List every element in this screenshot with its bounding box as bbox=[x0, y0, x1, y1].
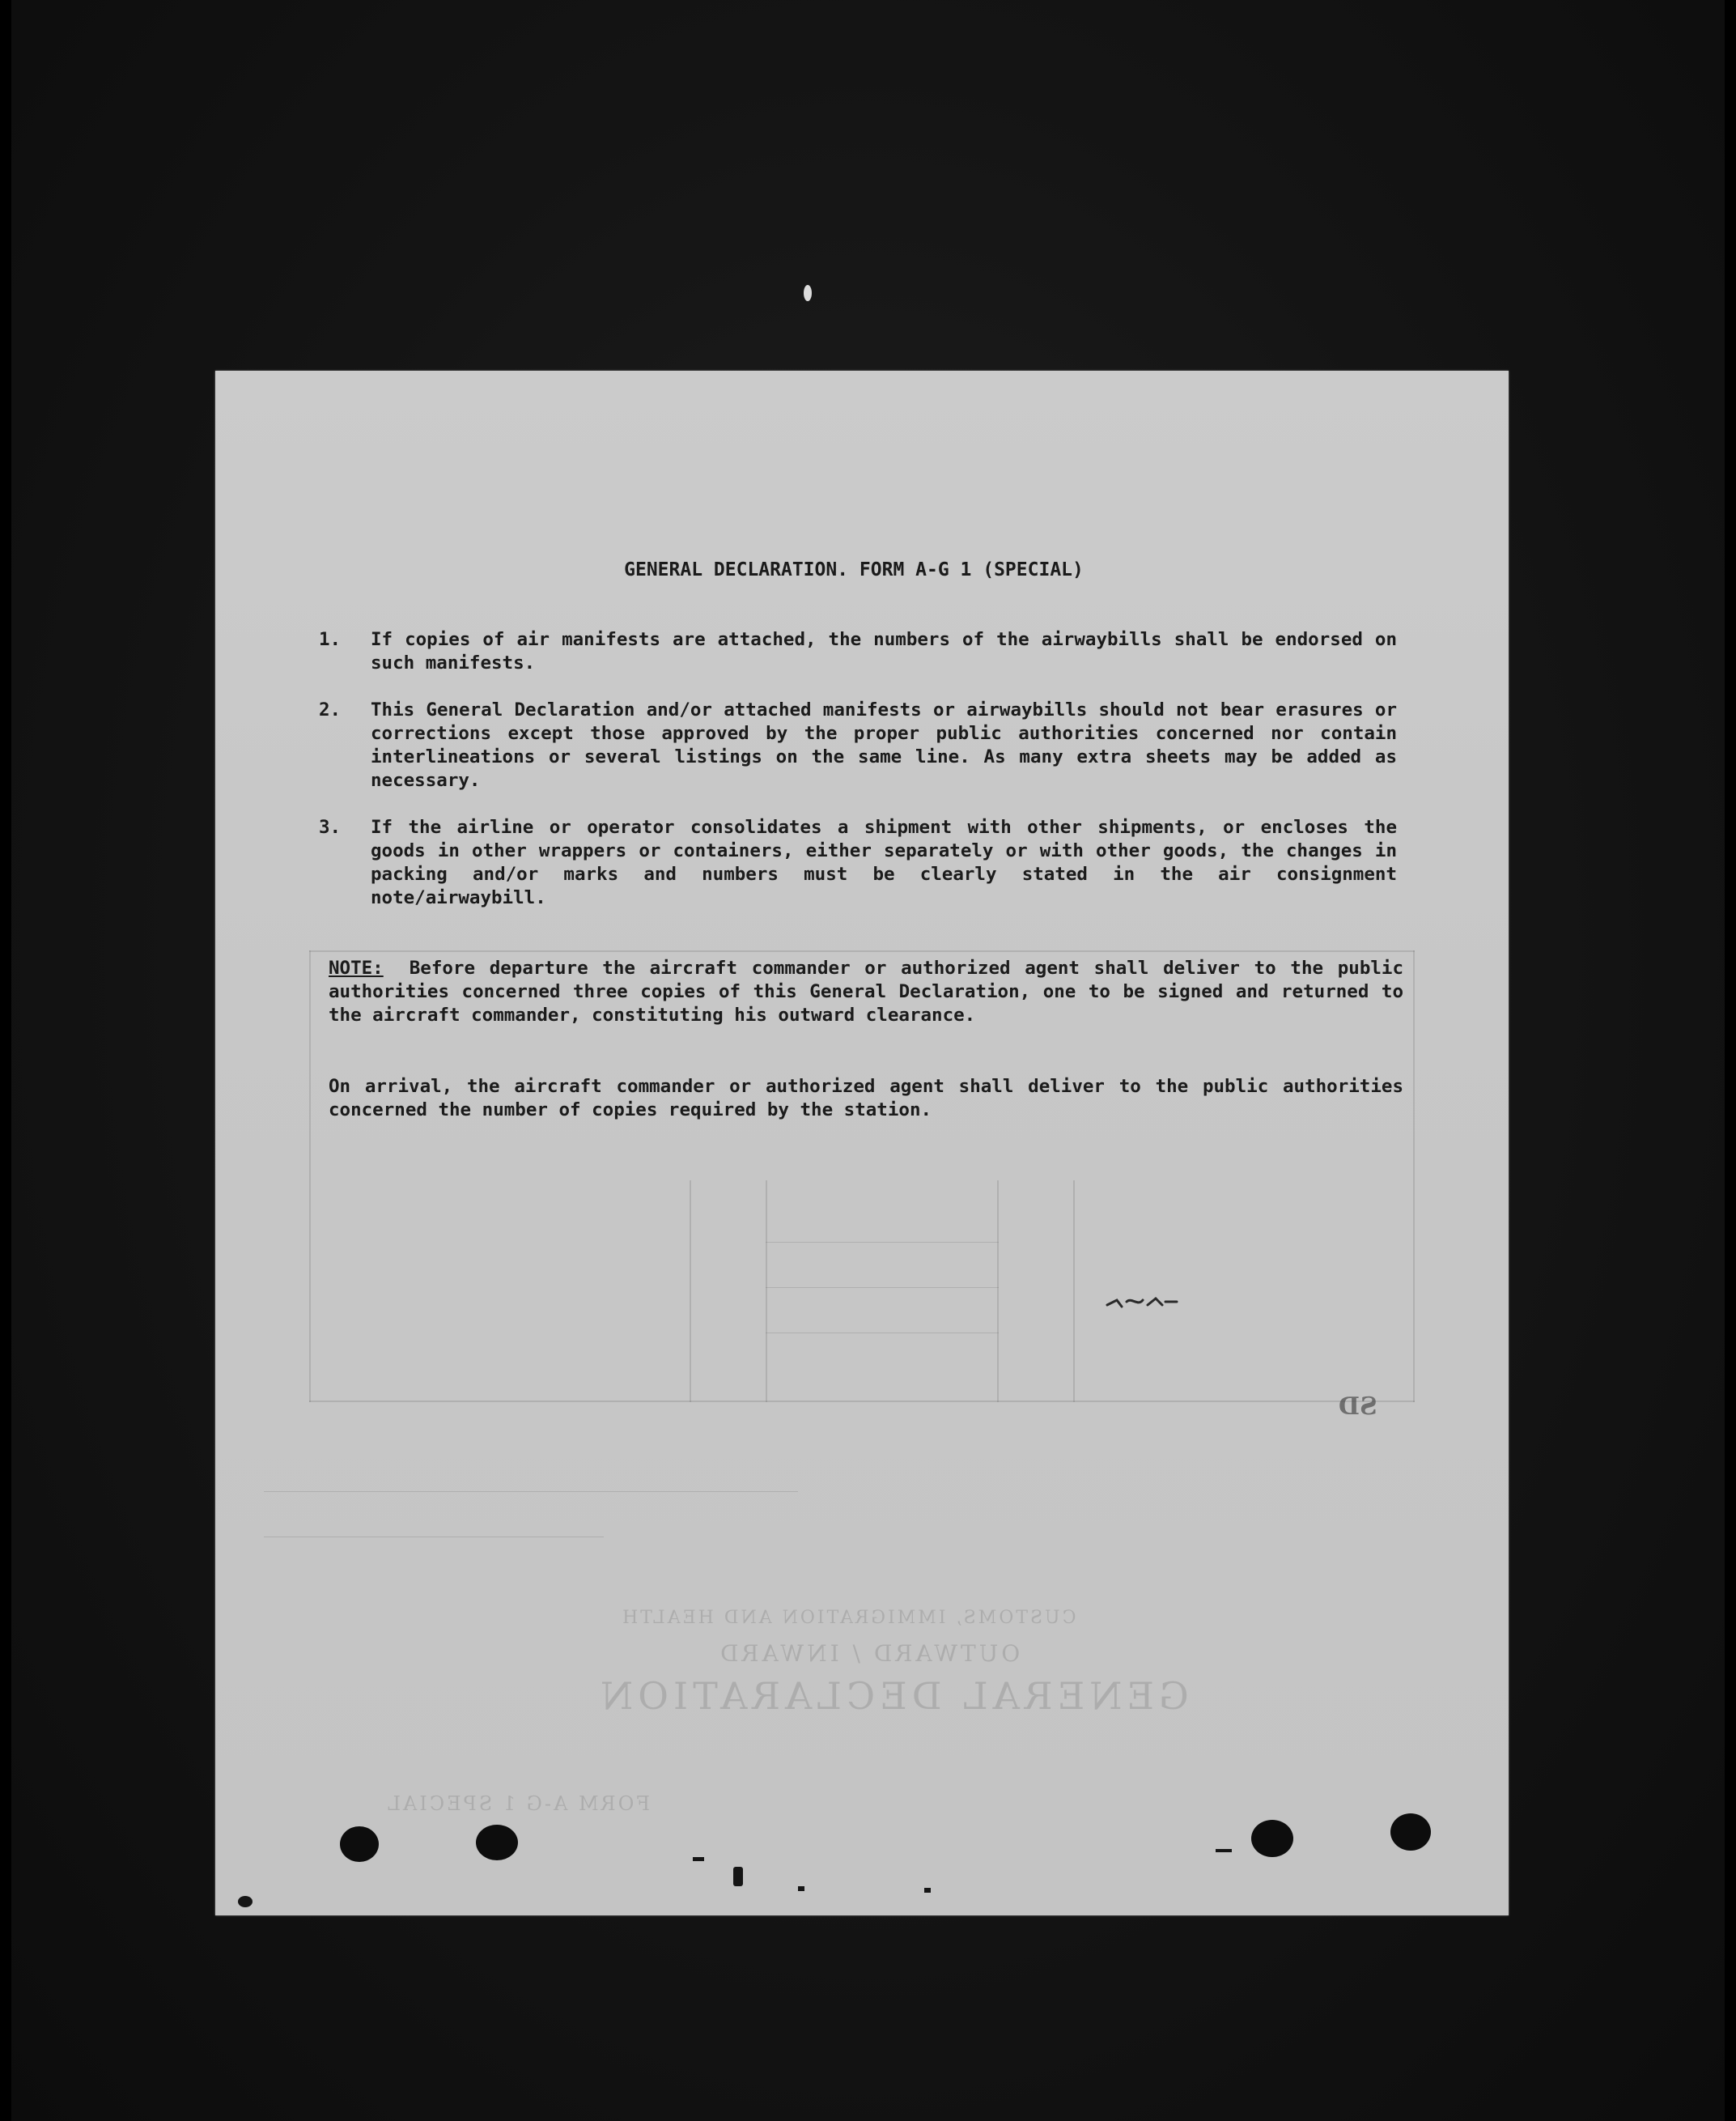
punch-hole bbox=[476, 1825, 518, 1860]
ink-smudge bbox=[924, 1888, 931, 1893]
item-text: If copies of air manifests are attached, the numbers of the airwaybills shall be endorsed on such manifests. bbox=[371, 629, 1397, 674]
scan-edge-left bbox=[0, 0, 11, 2121]
item-number: 3. bbox=[319, 817, 342, 838]
paper-corner-tear bbox=[238, 1896, 253, 1907]
item-number: 1. bbox=[319, 629, 342, 650]
arrival-paragraph: On arrival, the aircraft commander or authorized agent shall deliver to the public authorities concerned the number of copies required by the station. bbox=[329, 1076, 1403, 1120]
note-text: Before departure the aircraft commander or authorized agent shall deliver to the public authorities concerned three copies of this General Declaration, one to be signed and returned to the aircraft commander, constituting his outward clearance. bbox=[329, 958, 1403, 1026]
handwritten-mark bbox=[1106, 1294, 1178, 1311]
document-page bbox=[215, 371, 1509, 1915]
dust-speck bbox=[804, 285, 812, 301]
item-text: If the airline or operator consolidates a shipment with other shipments, or encloses the goods in other wrappers or containers, either separately or with other goods, the changes in packing and/or marks and numbers must be clearly stated in the air consignment note/airwaybill. bbox=[371, 817, 1397, 908]
note-label: NOTE: bbox=[329, 958, 384, 979]
note-paragraph bbox=[329, 957, 1403, 1027]
declaration-instructions bbox=[215, 371, 1509, 1915]
bleed-through-line: CUSTOMS, IMMIGRATION AND HEALTH bbox=[620, 1608, 1076, 1628]
bleed-through-subheading: OUTWARD / INWARD bbox=[717, 1640, 1021, 1667]
bleed-through-stamp: SD bbox=[1339, 1392, 1377, 1421]
scan-edge-right bbox=[1725, 0, 1736, 2121]
punch-hole bbox=[1251, 1820, 1293, 1857]
punch-hole bbox=[1390, 1813, 1431, 1851]
document-title: GENERAL DECLARATION. FORM A-G 1 (SPECIAL) bbox=[624, 559, 1084, 580]
ink-smudge bbox=[798, 1886, 804, 1891]
ink-smudge bbox=[733, 1867, 743, 1886]
ink-smudge bbox=[1216, 1849, 1232, 1852]
punch-hole bbox=[340, 1826, 379, 1862]
ink-smudge bbox=[693, 1857, 704, 1861]
item-number: 2. bbox=[319, 699, 342, 720]
bleed-through-heading: GENERAL DECLARATION bbox=[596, 1674, 1189, 1718]
item-text: This General Declaration and/or attached manifests or airwaybills should not bear erasures or corrections except those approved by the proper public authorities concerned nor contain interlineations or several listings on the same line. As many extra sheets may be added as necessary. bbox=[371, 699, 1397, 791]
bleed-through-form: FORM A-G 1 SPECIAL bbox=[385, 1792, 650, 1815]
